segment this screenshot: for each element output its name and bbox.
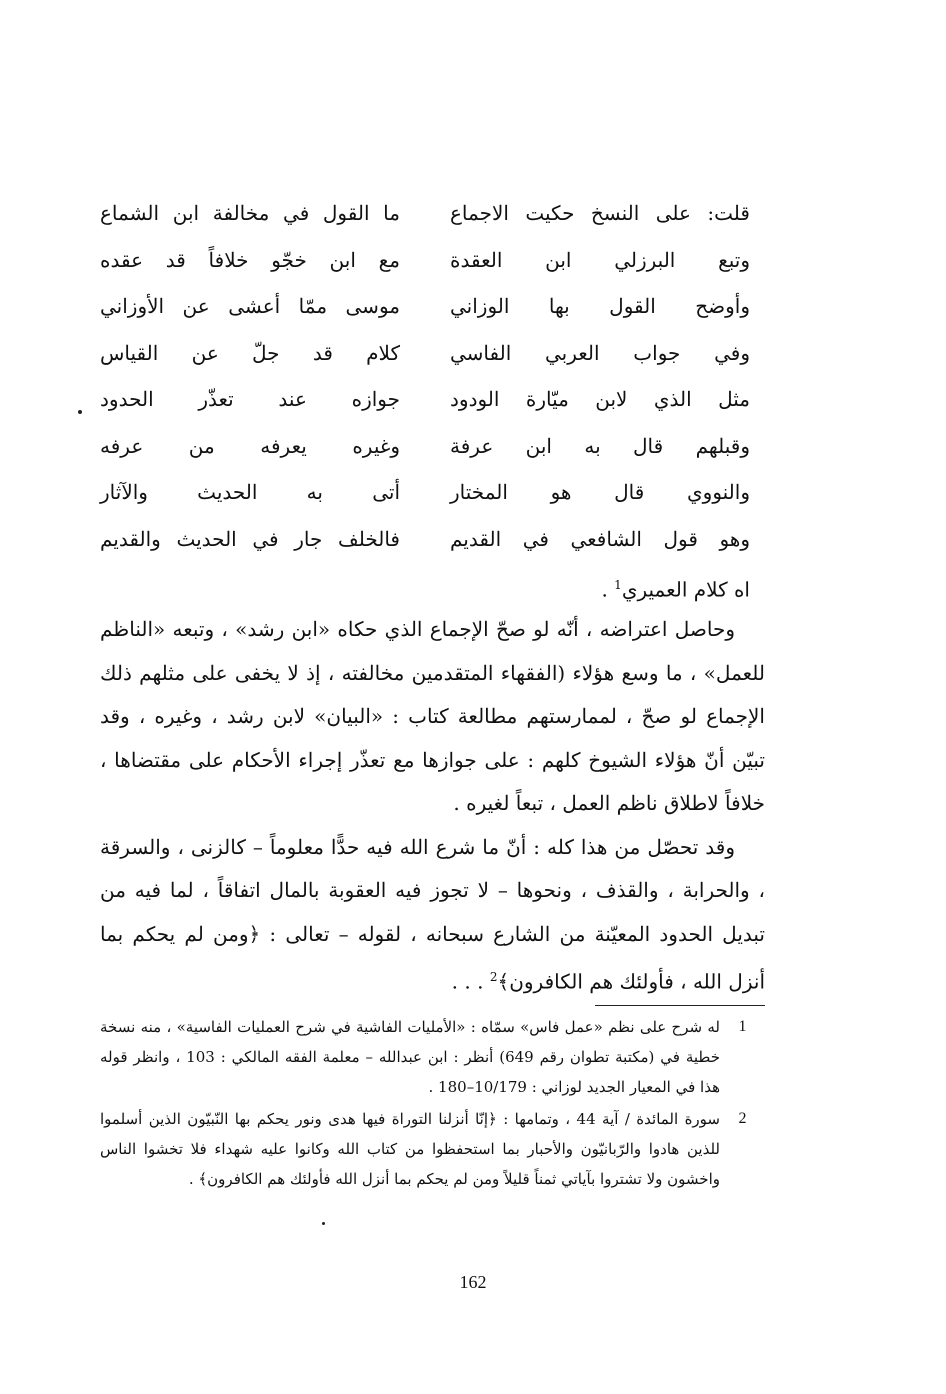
footnote-number: 1 — [738, 1018, 747, 1035]
verse-right-hemistich: وهو قول الشافعي في القديم — [450, 526, 750, 551]
verse-right-hemistich: وفي جواب العربي الفاسي — [450, 340, 750, 365]
verse-right-hemistich: قلت: على النسخ حكيت الاجماع — [450, 201, 750, 226]
main-text — [100, 608, 765, 1004]
verse-left-hemistich: موسى ممّا أعشى عن الأوزاني — [100, 294, 400, 319]
footnotes — [100, 1012, 765, 1196]
verse-left-hemistich: كلام قد جلّ عن القياس — [100, 340, 400, 365]
footnote-ref-2[interactable]: 2 — [489, 970, 498, 984]
footnote-ref-1[interactable]: 1 — [614, 578, 622, 592]
attribution-tail: . — [601, 577, 615, 602]
paragraph-2-tail: . . . — [451, 969, 490, 994]
page-number: 162 — [459, 1272, 487, 1292]
verse-right-hemistich: وتبع البرزلي ابن العقدة — [450, 247, 750, 272]
poem-block — [100, 190, 750, 562]
verse-left-hemistich: وغيره يعرفه من عرفه — [100, 433, 400, 458]
verse-right-hemistich: مثل الذي لابن ميّارة الودود — [450, 387, 750, 412]
footnote-item — [100, 1104, 765, 1194]
verse-left-hemistich: أتى به الحديث والآثار — [100, 480, 400, 505]
footnote-item — [100, 1012, 765, 1102]
footnote-separator — [595, 1005, 765, 1006]
verse-left-hemistich: ما القول في مخالفة ابن الشماع — [100, 201, 400, 226]
paragraph-1: وحاصل اعتراضه ، أنّه لو صحّ الإجماع الذي حكاه «ابن رشد» ، وتبعه «الناظم للعمل» ، ما وسع هؤلاء (الفقهاء المتقدمين مخالفته ، إذ لا يخفى على مثلهم ذلك الإجماع لو صحّ ، لممارستهم مطالعة كتاب : «البيان» لابن رشد ، وغيره ، وقد تبيّن أنّ هؤلاء الشيوخ كلهم : على جوازها مع تعذّر إجراء الأحكام على مقتضاها ، خلافاً لاطلاق ناظم العمل ، تبعاً لغيره . — [100, 617, 765, 815]
poem-verse — [100, 190, 750, 237]
paragraph-2 — [100, 826, 765, 1005]
poem-verse — [100, 516, 750, 563]
poem-verse — [100, 283, 750, 330]
poem-verse — [100, 423, 750, 470]
verse-left-hemistich: مع ابن خجّو خلافاً قد عقده — [100, 247, 400, 272]
ink-speck — [78, 410, 82, 414]
verse-right-hemistich: والنووي قال هو المختار — [450, 480, 750, 505]
attribution-text: اه كلام العميري — [621, 577, 750, 602]
verse-right-hemistich: وأوضح القول بها الوزاني — [450, 294, 750, 319]
poem-verse — [100, 376, 750, 423]
ink-speck — [322, 1222, 325, 1225]
verse-right-hemistich: وقبلهم قال به ابن عرفة — [450, 433, 750, 458]
footnote-number: 2 — [738, 1110, 747, 1127]
paragraph-2-text: وقد تحصّل من هذا كله : أنّ ما شرع الله فيه حدًّا معلوماً – كالزنى ، والسرقة ، والحرابة ، والقذف ، ونحوها – لا تجوز فيه العقوبة بالمال اتفاقاً ، لما فيه من تبديل الحدود المعيّنة من الشارع سبحانه ، لقوله – تعالى : ﴿ومن لم يحكم بما أنزل الله ، فأولئك هم الكافرون﴾ — [100, 834, 765, 994]
poem-verse — [100, 330, 750, 377]
poem-verse — [100, 469, 750, 516]
poem-attribution — [100, 565, 750, 605]
verse-left-hemistich: فالخلف جار في الحديث والقديم — [100, 526, 400, 551]
footnote-text: سورة المائدة / آية 44 ، وتمامها : ﴿إنّا أنزلنا التوراة فيها هدى ونور يحكم بها النّبيّون الذين أسلموا للذين هادوا والرّبانيّون والأحبار بما استحفظوا من كتاب الله وكانوا عليه شهداء فلا تخشوا الناس واخشون ولا تشتروا بآياتي ثمناً قليلاً ومن لم يحكم بما أنزل الله فأولئك هم الكافرون﴾ . — [100, 1110, 720, 1188]
poem-verse — [100, 237, 750, 284]
verse-left-hemistich: جوازه عند تعذّر الحدود — [100, 387, 400, 412]
footnote-text: له شرح على نظم «عمل فاس» سمّاه : «الأمليات الفاشية في شرح العمليات الفاسية» ، منه نسخة خطية في (مكتبة تطوان رقم 649) أنظر : ابن عبدالله – معلمة الفقه المالكي : 103 ، وانظر قوله هذا في المعيار الجديد لوزاني : 10/179–180 . — [100, 1018, 720, 1096]
